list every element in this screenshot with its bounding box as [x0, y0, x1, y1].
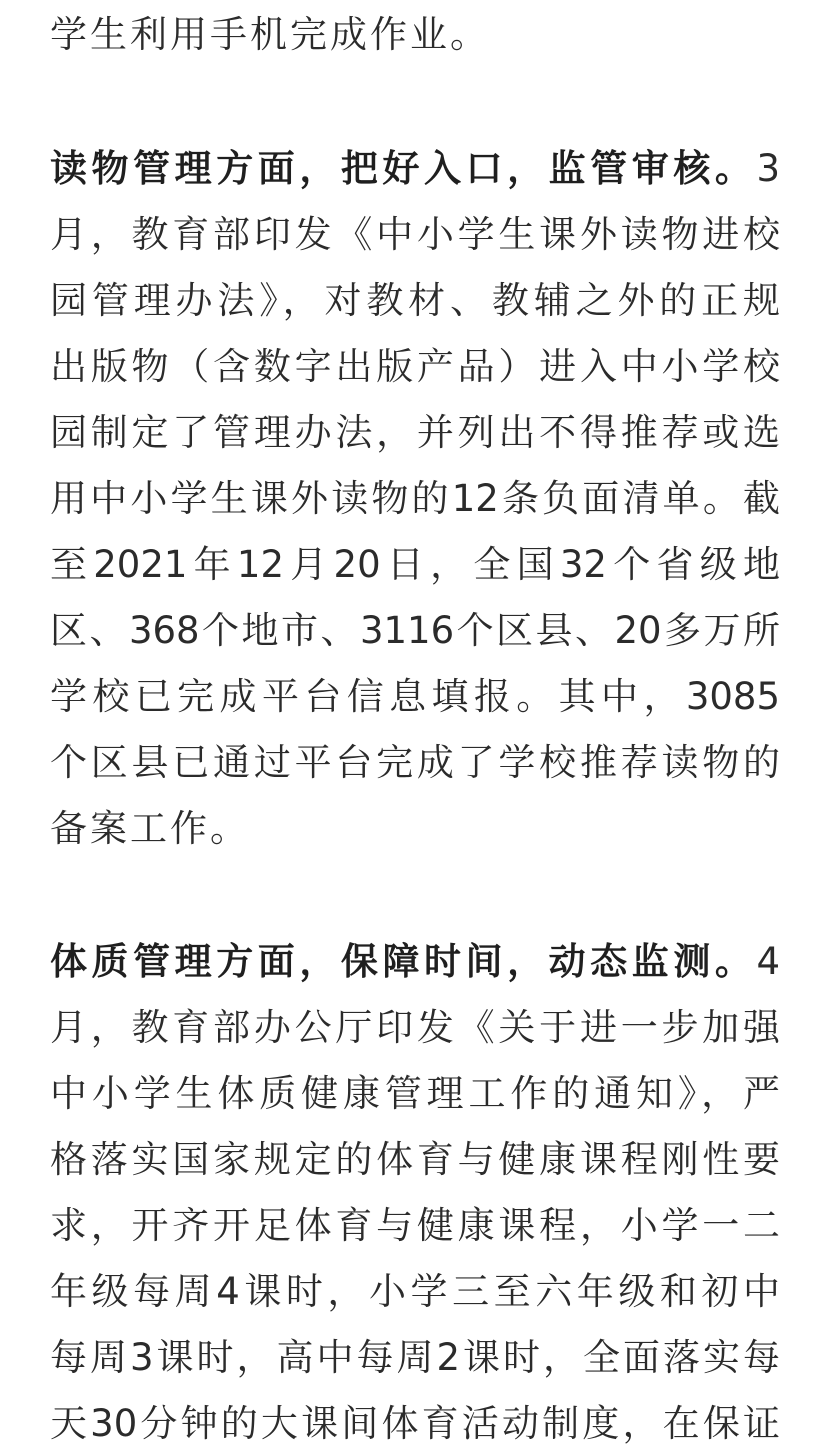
paragraph-3-line-8: 天30分钟的大课间体育活动制度，在保证 — [50, 1402, 780, 1445]
paragraph-3-line-7: 每周3课时，高中每周2课时，全面落实每 — [50, 1336, 780, 1379]
paragraph-2-line-10: 个区县已通过平台完成了学校推荐读物的 — [50, 741, 780, 784]
paragraph-2-line-8: 区、368个地市、3116个区县、20多万所 — [50, 609, 780, 652]
paragraph-3-line-4: 格落实国家规定的体育与健康课程刚性要 — [50, 1138, 780, 1181]
paragraph-3-heading-tail: 4 — [756, 940, 780, 983]
paragraph-2-line-7: 至2021年12月20日，全国32个省级地 — [50, 543, 780, 586]
paragraph-1-line-1: 学生利用手机完成作业。 — [50, 13, 490, 56]
paragraph-2-line-9: 学校已完成平台信息填报。其中，3085 — [50, 675, 780, 718]
paragraph-2-line-2: 月，教育部印发《中小学生课外读物进校 — [50, 213, 780, 256]
paragraph-2-line-4: 出版物（含数字出版产品）进入中小学校 — [50, 345, 780, 388]
paragraph-2-line-11: 备案工作。 — [50, 807, 250, 850]
paragraph-3-line-1 — [50, 929, 780, 995]
paragraph-3-line-3: 中小学生体质健康管理工作的通知》，严 — [50, 1072, 780, 1115]
paragraph-3-line-6: 年级每周4课时，小学三至六年级和初中 — [50, 1270, 780, 1313]
paragraph-2-heading: 读物管理方面，把好入口，监管审核。 — [50, 147, 757, 190]
paragraph-2-line-6: 用中小学生课外读物的12条负面清单。截 — [50, 477, 780, 520]
paragraph-3-line-2: 月，教育部办公厅印发《关于进一步加强 — [50, 1006, 780, 1049]
paragraph-2-line-3: 园管理办法》，对教材、教辅之外的正规 — [50, 279, 780, 322]
paragraph-2-line-1 — [50, 136, 780, 202]
paragraph-2-heading-tail: 3 — [756, 147, 780, 190]
paragraph-3-line-5: 求，开齐开足体育与健康课程，小学一二 — [50, 1204, 780, 1247]
paragraph-3-heading: 体质管理方面，保障时间，动态监测。 — [50, 940, 757, 983]
paragraph-2-line-5: 园制定了管理办法，并列出不得推荐或选 — [50, 411, 780, 454]
